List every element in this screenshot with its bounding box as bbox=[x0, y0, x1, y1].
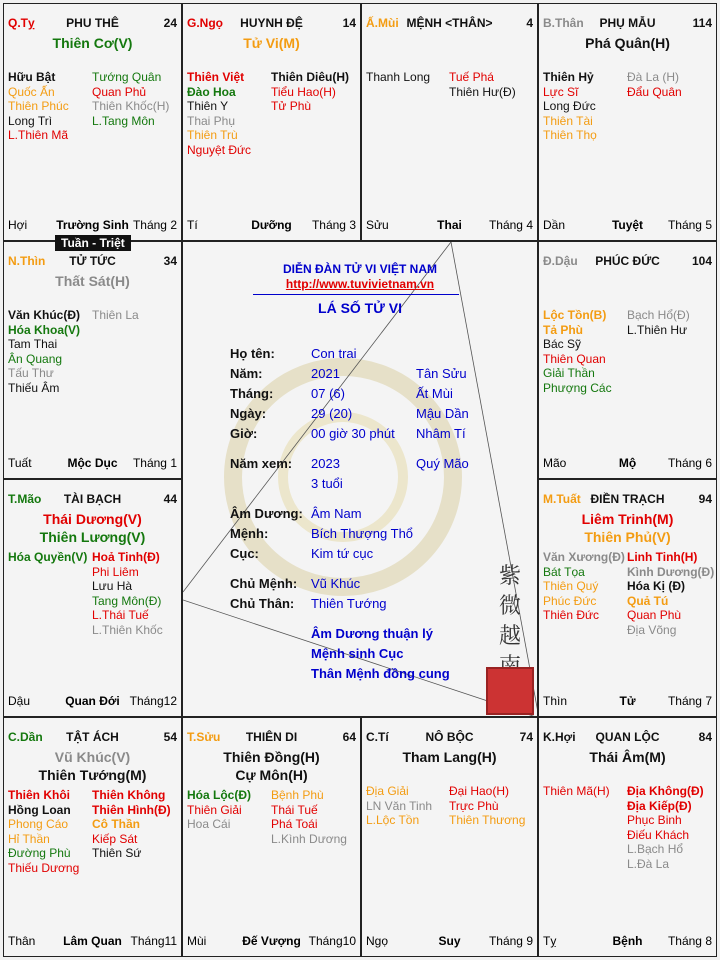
minor-star: Hồng Loan bbox=[8, 802, 71, 817]
minor-star: Linh Tinh(H) bbox=[627, 550, 698, 564]
minor-star: Địa Kiếp(Đ) bbox=[627, 798, 692, 813]
palace-name: HUYNH ĐỆ bbox=[240, 16, 303, 30]
palace-name: QUAN LỘC bbox=[595, 730, 660, 744]
chart-note: Âm Dương thuận lý bbox=[311, 626, 433, 641]
main-star: Thiên Đồng(H) bbox=[223, 749, 320, 765]
info-value: Âm Nam bbox=[311, 506, 362, 521]
minor-star: L.Tang Môn bbox=[92, 113, 155, 128]
footer-branch: Dậu bbox=[8, 694, 31, 708]
minor-star: Thiên Khốc(H) bbox=[92, 99, 170, 113]
palace-number: 44 bbox=[163, 492, 177, 506]
info-label: Ngày: bbox=[230, 406, 267, 421]
main-star: Thất Sát(H) bbox=[55, 273, 130, 289]
palace-branch: T.Mão bbox=[8, 492, 42, 506]
main-star: Thiên Phủ(V) bbox=[584, 529, 671, 545]
star-list-left bbox=[8, 788, 79, 875]
star-list-right bbox=[92, 308, 139, 323]
info-value: 2023 bbox=[311, 456, 340, 471]
palace-header bbox=[366, 16, 533, 32]
minor-star: LN Văn Tinh bbox=[366, 798, 433, 813]
month-label: Tháng 8 bbox=[667, 934, 712, 948]
minor-star: Hóa Khoa(V) bbox=[8, 322, 80, 337]
info-label: Họ tên: bbox=[230, 346, 275, 361]
footer-branch: Hợi bbox=[8, 218, 28, 232]
palace-branch: B.Thân bbox=[543, 16, 584, 30]
star-list-left bbox=[543, 784, 610, 799]
star-list-left bbox=[8, 308, 80, 395]
palace-footer bbox=[543, 694, 712, 708]
palace-suu bbox=[182, 717, 361, 957]
minor-star: Tam Thai bbox=[8, 337, 58, 351]
star-list-right bbox=[271, 70, 349, 114]
info-label: Âm Dương: bbox=[230, 506, 303, 521]
palace-footer bbox=[8, 694, 177, 708]
minor-star: Bác Sỹ bbox=[543, 337, 582, 351]
minor-star: Hỉ Thần bbox=[8, 831, 50, 846]
month-label: Tháng10 bbox=[308, 934, 356, 948]
star-list-left bbox=[543, 550, 625, 623]
month-label: Tháng11 bbox=[130, 934, 177, 948]
palace-header bbox=[543, 492, 712, 508]
month-label: Tháng 9 bbox=[488, 934, 533, 948]
info-value: 29 (20) bbox=[311, 406, 353, 421]
info-can-chi: Ất Mùi bbox=[416, 386, 453, 401]
brush-calligraphy: 紫微越 bbox=[498, 564, 521, 649]
footer-branch: Ngọ bbox=[366, 934, 389, 948]
palace-header bbox=[543, 16, 712, 32]
minor-star: L.Bạch Hổ bbox=[627, 842, 684, 856]
palace-branch: N.Thìn bbox=[8, 254, 46, 268]
minor-star: Tả Phù bbox=[543, 322, 584, 337]
chart-note: Mệnh sinh Cục bbox=[311, 646, 404, 661]
palace-header bbox=[543, 730, 712, 746]
palace-number: 64 bbox=[342, 730, 356, 744]
info-label: Chủ Mệnh: bbox=[230, 576, 298, 591]
minor-star: Lộc Tồn(B) bbox=[543, 308, 607, 322]
palace-name: NÔ BỘC bbox=[425, 730, 474, 744]
minor-star: Quan Phù bbox=[627, 608, 682, 622]
minor-star: Long Đức bbox=[543, 99, 596, 113]
minor-star: L.Đà La bbox=[627, 856, 670, 871]
palace-footer bbox=[543, 218, 712, 232]
minor-star: Điếu Khách bbox=[627, 827, 690, 842]
life-stage: Dưỡng bbox=[251, 218, 292, 232]
minor-star: Thái Tuế bbox=[271, 802, 318, 817]
footer-branch: Thân bbox=[8, 934, 36, 948]
main-star: Vũ Khúc(V) bbox=[54, 749, 131, 765]
minor-star: Kình Dương(Đ) bbox=[627, 564, 715, 579]
minor-star: L.Thái Tuế bbox=[92, 608, 149, 622]
red-seal-stamp bbox=[486, 667, 534, 715]
chart-note: Thân Mệnh đồng cung bbox=[311, 666, 450, 681]
palace-branch: C.Tí bbox=[366, 730, 389, 744]
palace-header bbox=[8, 254, 177, 270]
palace-number: 104 bbox=[691, 254, 712, 268]
info-label: Giờ: bbox=[230, 426, 258, 441]
palace-branch: Q.Tỵ bbox=[8, 16, 35, 30]
palace-header bbox=[8, 730, 177, 746]
minor-star: Thiên Đức bbox=[543, 608, 600, 622]
minor-star: Hóa Kị (Đ) bbox=[627, 579, 685, 593]
palace-header bbox=[8, 492, 177, 508]
star-list-left bbox=[187, 788, 251, 832]
title-rule bbox=[253, 294, 459, 295]
minor-star: Hữu Bật bbox=[8, 70, 56, 84]
minor-star: Thiếu Dương bbox=[8, 860, 80, 875]
palace-name: TẬT ÁCH bbox=[66, 730, 119, 744]
star-list-right bbox=[627, 70, 682, 99]
palace-branch: T.Sửu bbox=[187, 730, 221, 744]
info-value: 00 giờ 30 phút bbox=[311, 426, 395, 441]
minor-star: Quốc Ấn bbox=[8, 84, 55, 99]
info-value: 2021 bbox=[311, 366, 340, 381]
palace-footer bbox=[543, 456, 712, 470]
palace-number: 74 bbox=[519, 730, 533, 744]
star-list-left bbox=[8, 550, 87, 565]
palace-number: 14 bbox=[342, 16, 356, 30]
star-list-right bbox=[627, 550, 714, 637]
minor-star: Thiên Thọ bbox=[543, 128, 597, 142]
life-stage: Tuyệt bbox=[611, 218, 644, 232]
minor-star: L.Kình Dương bbox=[271, 831, 347, 846]
footer-branch: Tỵ bbox=[543, 934, 557, 948]
minor-star: Hoả Tinh(Đ) bbox=[92, 550, 160, 564]
minor-star: Quả Tú bbox=[627, 593, 669, 608]
footer-branch: Dần bbox=[543, 218, 566, 232]
palace-ti bbox=[361, 717, 538, 957]
minor-star: Thiên La bbox=[92, 308, 139, 322]
main-star: Thái Dương(V) bbox=[43, 511, 142, 527]
info-value: 07 (6) bbox=[311, 386, 345, 401]
minor-star: Hóa Quyền(V) bbox=[8, 550, 88, 564]
palace-header bbox=[543, 254, 712, 270]
info-value: Bích Thượng Thổ bbox=[311, 526, 414, 541]
minor-star: Thiên Không bbox=[92, 788, 166, 802]
minor-star: Nguyệt Đức bbox=[187, 142, 252, 157]
info-label: Tháng: bbox=[230, 386, 274, 401]
life-stage: Quan Đới bbox=[65, 694, 120, 708]
minor-star: Đẩu Quân bbox=[627, 84, 682, 99]
palace-number: 4 bbox=[526, 16, 533, 30]
forum-url[interactable]: http://www.tuvivietnam.vn bbox=[285, 277, 435, 291]
palace-dau bbox=[538, 241, 717, 479]
star-list-left bbox=[366, 70, 430, 85]
minor-star: Địa Giải bbox=[366, 784, 409, 798]
minor-star: Cô Thần bbox=[92, 817, 140, 831]
minor-star: Hoa Cái bbox=[187, 817, 231, 831]
palace-header bbox=[187, 16, 356, 32]
minor-star: Tang Môn(Đ) bbox=[92, 593, 162, 608]
forum-name: DIỄN ĐÀN TỬ VI VIỆT NAM bbox=[283, 262, 437, 276]
life-stage: Mộ bbox=[618, 456, 637, 470]
minor-star: Thiên Trù bbox=[187, 128, 238, 142]
minor-star: Thiên Thương bbox=[449, 813, 526, 827]
minor-star: Địa Không(Đ) bbox=[627, 784, 704, 798]
info-can-chi: Nhâm Tí bbox=[416, 426, 466, 441]
palace-ty bbox=[3, 3, 182, 241]
palace-mao bbox=[3, 479, 182, 717]
main-star: Phá Quân(H) bbox=[585, 35, 670, 51]
main-star: Thiên Lương(V) bbox=[39, 529, 146, 545]
star-list-left bbox=[366, 784, 432, 828]
minor-star: Ân Quang bbox=[8, 351, 63, 366]
minor-star: Thiên Giải bbox=[187, 802, 242, 817]
month-label: Tháng 4 bbox=[488, 218, 533, 232]
palace-than bbox=[538, 3, 717, 241]
palace-name: TÀI BẠCH bbox=[63, 492, 122, 506]
minor-star: Lực Sĩ bbox=[543, 84, 579, 99]
month-label: Tháng 7 bbox=[667, 694, 712, 708]
info-value: Thiên Tướng bbox=[311, 596, 387, 611]
minor-star: Thiên Phúc bbox=[8, 99, 69, 113]
minor-star: Quan Phủ bbox=[92, 84, 147, 99]
chart-title: LÁ SỐ TỬ VI bbox=[318, 300, 402, 316]
palace-footer bbox=[187, 934, 356, 948]
minor-star: Phong Cáo bbox=[8, 817, 69, 831]
minor-star: Thiên Sứ bbox=[92, 846, 142, 860]
minor-star: Thanh Long bbox=[366, 70, 431, 84]
month-label: Tháng 1 bbox=[132, 456, 177, 470]
palace-branch: G.Ngọ bbox=[187, 16, 223, 30]
palace-number: 94 bbox=[698, 492, 712, 506]
palace-footer bbox=[366, 218, 533, 232]
star-list-left bbox=[187, 70, 251, 157]
star-list-right bbox=[627, 308, 690, 337]
minor-star: Thiên Hỷ bbox=[543, 70, 594, 84]
center-info-panel bbox=[182, 241, 538, 717]
main-star: Tham Lang(H) bbox=[402, 749, 497, 765]
minor-star: Thiên Hư(Đ) bbox=[449, 84, 516, 99]
info-value: Kim tứ cục bbox=[311, 546, 374, 561]
star-list-right bbox=[449, 784, 525, 828]
minor-star: Tuế Phá bbox=[449, 70, 494, 84]
palace-header bbox=[187, 730, 356, 746]
palace-branch: Ấ.Mùi bbox=[366, 16, 399, 30]
info-label: Mệnh: bbox=[230, 526, 269, 541]
minor-star: Đà La (H) bbox=[627, 70, 680, 84]
minor-star: Đào Hoa bbox=[187, 84, 236, 99]
minor-star: Long Trì bbox=[8, 113, 53, 128]
info-can-chi: Mậu Dần bbox=[416, 406, 469, 421]
star-list-left bbox=[543, 308, 612, 395]
info-can-chi: Tân Sửu bbox=[416, 366, 467, 381]
minor-star: Thiếu Âm bbox=[8, 380, 60, 395]
minor-star: Trực Phù bbox=[449, 798, 499, 813]
minor-star: Thiên Quan bbox=[543, 351, 606, 366]
main-star: Liêm Trinh(M) bbox=[581, 511, 674, 527]
tuan-triet-badge: Tuần - Triệt bbox=[55, 235, 131, 251]
info-label: Cục: bbox=[230, 546, 259, 561]
minor-star: Phúc Đức bbox=[543, 593, 597, 608]
minor-star: Phá Toái bbox=[271, 817, 318, 831]
minor-star: Thai Phụ bbox=[187, 113, 236, 128]
minor-star: Thiên Y bbox=[187, 99, 229, 113]
minor-star: Thiên Việt bbox=[187, 70, 245, 84]
palace-dan bbox=[3, 717, 182, 957]
month-label: Tháng 5 bbox=[667, 218, 712, 232]
life-stage: Suy bbox=[438, 934, 461, 948]
footer-branch: Thìn bbox=[543, 694, 568, 708]
minor-star: Thiên Khôi bbox=[8, 788, 70, 802]
palace-number: 114 bbox=[692, 16, 712, 30]
minor-star: Thiên Diêu(H) bbox=[271, 70, 349, 84]
palace-footer bbox=[8, 218, 177, 232]
main-star: Thiên Tướng(M) bbox=[38, 767, 147, 783]
star-list-right bbox=[627, 784, 704, 871]
palace-number: 54 bbox=[163, 730, 177, 744]
minor-star: Lưu Hà bbox=[92, 579, 133, 593]
palace-thin bbox=[3, 241, 182, 479]
palace-number: 84 bbox=[698, 730, 712, 744]
palace-footer bbox=[187, 218, 356, 232]
palace-name: THIÊN DI bbox=[245, 730, 298, 744]
footer-branch: Tuất bbox=[8, 456, 32, 470]
star-list-right bbox=[92, 70, 169, 128]
minor-star: Đại Hao(H) bbox=[449, 784, 510, 798]
minor-star: L.Thiên Khốc bbox=[92, 622, 163, 637]
footer-branch: Tí bbox=[187, 218, 198, 232]
minor-star: Đường Phù bbox=[8, 846, 71, 860]
footer-branch: Mùi bbox=[187, 934, 207, 948]
minor-star: Phượng Các bbox=[543, 380, 612, 395]
palace-branch: Đ.Dậu bbox=[543, 254, 578, 268]
palace-name: PHU THÊ bbox=[66, 16, 119, 30]
info-value: Con trai bbox=[311, 346, 357, 361]
minor-star: Thiên Hình(Đ) bbox=[92, 802, 171, 817]
palace-branch: C.Dần bbox=[8, 730, 43, 744]
month-label: Tháng 2 bbox=[132, 218, 177, 232]
palace-footer bbox=[8, 456, 177, 470]
star-list-left bbox=[543, 70, 597, 143]
palace-name: ĐIỀN TRẠCH bbox=[590, 492, 665, 506]
life-stage: Tử bbox=[619, 694, 636, 708]
info-label: Chủ Thân: bbox=[230, 596, 295, 611]
minor-star: Tiểu Hao(H) bbox=[271, 84, 336, 99]
minor-star: Tử Phù bbox=[271, 99, 312, 113]
minor-star: Bát Tọa bbox=[543, 564, 585, 579]
minor-star: L.Thiên Mã bbox=[8, 128, 69, 142]
star-list-right bbox=[92, 788, 171, 861]
palace-footer bbox=[366, 934, 533, 948]
palace-header bbox=[8, 16, 177, 32]
palace-mui bbox=[361, 3, 538, 241]
minor-star: Thiên Quý bbox=[543, 579, 599, 593]
minor-star: L.Lộc Tồn bbox=[366, 813, 420, 827]
minor-star: Địa Võng bbox=[627, 622, 677, 637]
life-stage: Đế Vượng bbox=[242, 934, 301, 948]
main-star: Thiên Cơ(V) bbox=[52, 35, 133, 51]
palace-branch: K.Hợi bbox=[543, 730, 576, 744]
life-stage: Mộc Dục bbox=[67, 456, 118, 470]
palace-hoi bbox=[538, 717, 717, 957]
minor-star: Bệnh Phù bbox=[271, 788, 324, 802]
palace-branch: M.Tuất bbox=[543, 492, 581, 506]
month-label: Tháng 6 bbox=[667, 456, 712, 470]
star-list-right bbox=[271, 788, 347, 846]
palace-header bbox=[366, 730, 533, 746]
minor-star: Tấu Thư bbox=[8, 366, 54, 380]
month-label: Tháng12 bbox=[129, 694, 177, 708]
palace-name: PHỤ MẪU bbox=[599, 16, 656, 30]
month-label: Tháng 3 bbox=[311, 218, 356, 232]
palace-name: PHÚC ĐỨC bbox=[595, 254, 660, 268]
palace-number: 34 bbox=[163, 254, 177, 268]
footer-branch: Sửu bbox=[366, 218, 389, 232]
info-label: Năm: bbox=[230, 366, 263, 381]
minor-star: Thiên Tài bbox=[543, 113, 593, 128]
minor-star: L.Thiên Hư bbox=[627, 322, 688, 337]
star-list-right bbox=[92, 550, 163, 637]
info-can-chi: Quý Mão bbox=[416, 456, 469, 471]
footer-branch: Mão bbox=[543, 456, 567, 470]
main-star: Cự Môn(H) bbox=[235, 767, 308, 783]
life-stage: Thai bbox=[437, 218, 462, 232]
palace-ngo bbox=[182, 3, 361, 241]
life-stage: Trường Sinh bbox=[56, 218, 129, 232]
palace-footer bbox=[8, 934, 177, 948]
minor-star: Bạch Hổ(Đ) bbox=[627, 308, 690, 322]
info-value: Vũ Khúc bbox=[311, 576, 361, 591]
minor-star: Hóa Lộc(Đ) bbox=[187, 788, 251, 802]
info-label: Năm xem: bbox=[230, 456, 293, 471]
palace-footer bbox=[543, 934, 712, 948]
minor-star: Giải Thần bbox=[543, 366, 595, 380]
info-value: 3 tuổi bbox=[311, 476, 343, 491]
star-list-left bbox=[8, 70, 69, 143]
palace-tuat bbox=[538, 479, 717, 717]
minor-star: Văn Xương(Đ) bbox=[543, 550, 625, 564]
minor-star: Phục Binh bbox=[627, 813, 682, 827]
star-list-right bbox=[449, 70, 516, 99]
main-star: Thái Âm(M) bbox=[589, 749, 666, 765]
minor-star: Tướng Quân bbox=[92, 70, 162, 84]
minor-star: Thiên Mã(H) bbox=[543, 784, 610, 798]
minor-star: Kiếp Sát bbox=[92, 831, 138, 846]
life-stage: Bệnh bbox=[612, 934, 643, 948]
minor-star: Văn Khúc(Đ) bbox=[8, 308, 80, 322]
palace-number: 24 bbox=[163, 16, 177, 30]
life-stage: Lâm Quan bbox=[63, 934, 122, 948]
palace-name: MỆNH <THÂN> bbox=[406, 16, 493, 30]
minor-star: Phi Liêm bbox=[92, 564, 139, 579]
main-star: Tử Vi(M) bbox=[243, 35, 300, 51]
palace-name: TỬ TỨC bbox=[69, 254, 116, 268]
